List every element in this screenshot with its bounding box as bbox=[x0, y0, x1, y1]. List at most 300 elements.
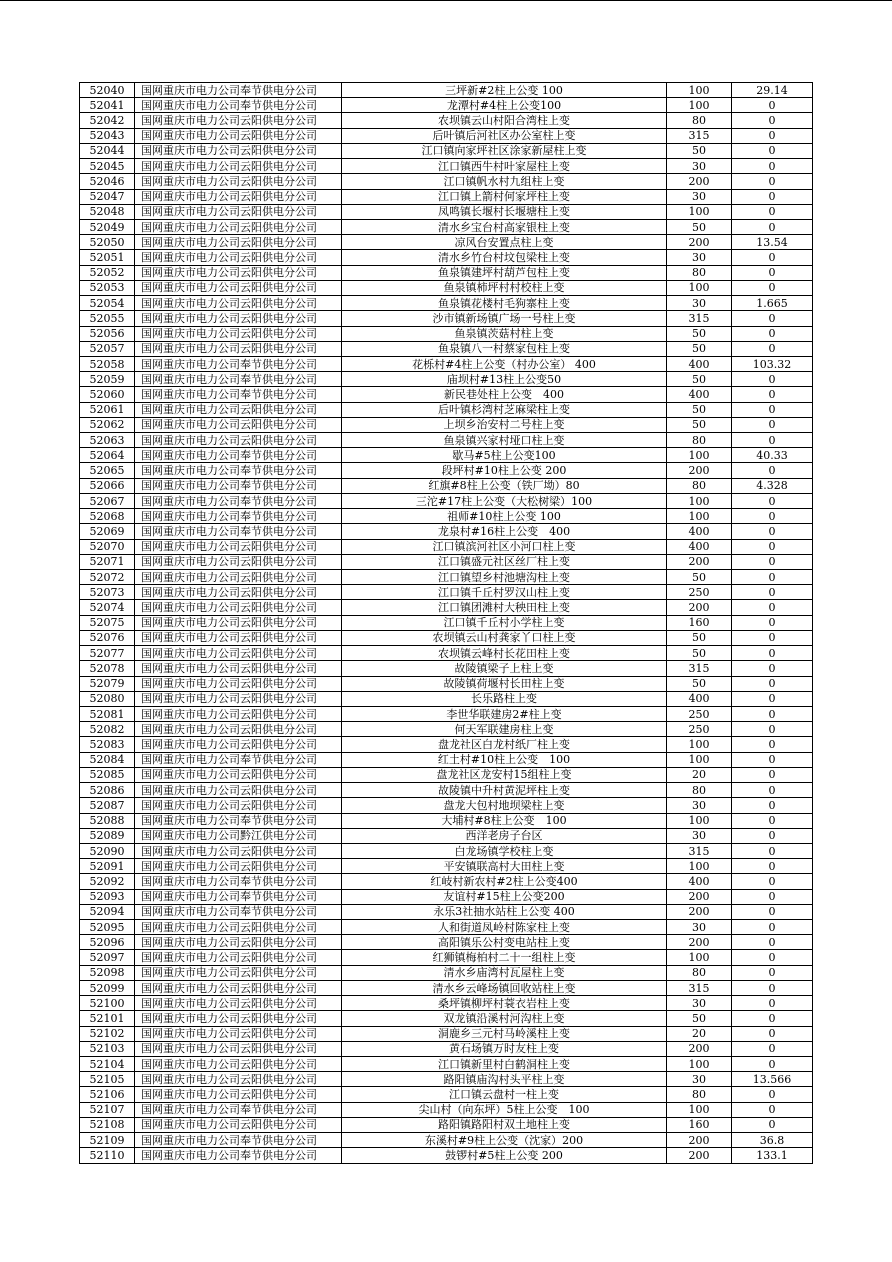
transformer-name-cell: 后叶镇后河社区办公室柱上变 bbox=[342, 128, 667, 143]
value-cell: 0 bbox=[732, 1102, 813, 1117]
company-name-cell: 国网重庆市电力公司云阳供电分公司 bbox=[135, 798, 342, 813]
capacity-cell: 100 bbox=[667, 98, 732, 113]
company-name-cell: 国网重庆市电力公司云阳供电分公司 bbox=[135, 1057, 342, 1072]
capacity-cell: 30 bbox=[667, 250, 732, 265]
transformer-name-cell: 江口镇云盘村一柱上变 bbox=[342, 1087, 667, 1102]
capacity-cell: 200 bbox=[667, 174, 732, 189]
table-row bbox=[80, 843, 813, 858]
capacity-cell: 200 bbox=[667, 554, 732, 569]
capacity-cell: 50 bbox=[667, 570, 732, 585]
company-name-cell: 国网重庆市电力公司奉节供电分公司 bbox=[135, 356, 342, 371]
capacity-cell: 100 bbox=[667, 509, 732, 524]
row-id-cell: 52064 bbox=[80, 448, 135, 463]
transformer-name-cell: 龙潭村#4柱上公变100 bbox=[342, 98, 667, 113]
row-id-cell: 52051 bbox=[80, 250, 135, 265]
table-row bbox=[80, 159, 813, 174]
value-cell: 0 bbox=[732, 691, 813, 706]
company-name-cell: 国网重庆市电力公司云阳供电分公司 bbox=[135, 235, 342, 250]
capacity-cell: 200 bbox=[667, 463, 732, 478]
row-id-cell: 52060 bbox=[80, 387, 135, 402]
table-row bbox=[80, 493, 813, 508]
transformer-name-cell: 东溪村#9柱上公变（沈家）200 bbox=[342, 1133, 667, 1148]
company-name-cell: 国网重庆市电力公司云阳供电分公司 bbox=[135, 980, 342, 995]
row-id-cell: 52090 bbox=[80, 843, 135, 858]
transformer-name-cell: 李世华联建房2#柱上变 bbox=[342, 706, 667, 721]
company-name-cell: 国网重庆市电力公司奉节供电分公司 bbox=[135, 813, 342, 828]
value-cell: 0 bbox=[732, 250, 813, 265]
capacity-cell: 200 bbox=[667, 1041, 732, 1056]
row-id-cell: 52076 bbox=[80, 630, 135, 645]
row-id-cell: 52084 bbox=[80, 752, 135, 767]
transformer-name-cell: 凉风台安置点柱上变 bbox=[342, 235, 667, 250]
value-cell: 103.32 bbox=[732, 356, 813, 371]
table-row bbox=[80, 1026, 813, 1041]
table-row bbox=[80, 965, 813, 980]
capacity-cell: 400 bbox=[667, 356, 732, 371]
table-row bbox=[80, 920, 813, 935]
company-name-cell: 国网重庆市电力公司云阳供电分公司 bbox=[135, 661, 342, 676]
capacity-cell: 50 bbox=[667, 417, 732, 432]
table-row bbox=[80, 463, 813, 478]
value-cell: 0 bbox=[732, 1117, 813, 1132]
transformer-table bbox=[79, 82, 813, 1164]
transformer-name-cell: 高阳镇乐公村变电站柱上变 bbox=[342, 935, 667, 950]
capacity-cell: 100 bbox=[667, 280, 732, 295]
transformer-name-cell: 鱼泉镇建坪村葫芦包柱上变 bbox=[342, 265, 667, 280]
capacity-cell: 50 bbox=[667, 402, 732, 417]
transformer-name-cell: 花栎村#4柱上公变（村办公室） 400 bbox=[342, 356, 667, 371]
table-row bbox=[80, 585, 813, 600]
value-cell: 133.1 bbox=[732, 1148, 813, 1163]
table-row bbox=[80, 265, 813, 280]
value-cell: 0 bbox=[732, 859, 813, 874]
capacity-cell: 50 bbox=[667, 219, 732, 234]
company-name-cell: 国网重庆市电力公司云阳供电分公司 bbox=[135, 128, 342, 143]
capacity-cell: 20 bbox=[667, 767, 732, 782]
transformer-name-cell: 人和街道凤岭村陈家柱上变 bbox=[342, 920, 667, 935]
row-id-cell: 52042 bbox=[80, 113, 135, 128]
capacity-cell: 315 bbox=[667, 843, 732, 858]
table-row bbox=[80, 600, 813, 615]
company-name-cell: 国网重庆市电力公司云阳供电分公司 bbox=[135, 159, 342, 174]
table-row bbox=[80, 417, 813, 432]
company-name-cell: 国网重庆市电力公司云阳供电分公司 bbox=[135, 585, 342, 600]
row-id-cell: 52097 bbox=[80, 950, 135, 965]
row-id-cell: 52065 bbox=[80, 463, 135, 478]
row-id-cell: 52075 bbox=[80, 615, 135, 630]
value-cell: 0 bbox=[732, 798, 813, 813]
company-name-cell: 国网重庆市电力公司奉节供电分公司 bbox=[135, 448, 342, 463]
capacity-cell: 400 bbox=[667, 874, 732, 889]
capacity-cell: 30 bbox=[667, 296, 732, 311]
transformer-name-cell: 沙市镇新场镇广场一号柱上变 bbox=[342, 311, 667, 326]
capacity-cell: 400 bbox=[667, 524, 732, 539]
table-row bbox=[80, 402, 813, 417]
company-name-cell: 国网重庆市电力公司云阳供电分公司 bbox=[135, 433, 342, 448]
row-id-cell: 52068 bbox=[80, 509, 135, 524]
table-row bbox=[80, 1133, 813, 1148]
row-id-cell: 52098 bbox=[80, 965, 135, 980]
transformer-name-cell: 庙坝村#13柱上公变50 bbox=[342, 372, 667, 387]
row-id-cell: 52086 bbox=[80, 783, 135, 798]
capacity-cell: 160 bbox=[667, 615, 732, 630]
row-id-cell: 52049 bbox=[80, 219, 135, 234]
transformer-name-cell: 鱼泉镇八一村蔡家包柱上变 bbox=[342, 341, 667, 356]
capacity-cell: 50 bbox=[667, 646, 732, 661]
company-name-cell: 国网重庆市电力公司云阳供电分公司 bbox=[135, 326, 342, 341]
capacity-cell: 100 bbox=[667, 493, 732, 508]
row-id-cell: 52110 bbox=[80, 1148, 135, 1163]
table-row bbox=[80, 874, 813, 889]
capacity-cell: 400 bbox=[667, 691, 732, 706]
company-name-cell: 国网重庆市电力公司云阳供电分公司 bbox=[135, 1011, 342, 1026]
company-name-cell: 国网重庆市电力公司云阳供电分公司 bbox=[135, 250, 342, 265]
company-name-cell: 国网重庆市电力公司云阳供电分公司 bbox=[135, 859, 342, 874]
row-id-cell: 52055 bbox=[80, 311, 135, 326]
row-id-cell: 52091 bbox=[80, 859, 135, 874]
table-row bbox=[80, 767, 813, 782]
value-cell: 0 bbox=[732, 904, 813, 919]
transformer-name-cell: 路阳镇庙沟村头平柱上变 bbox=[342, 1072, 667, 1087]
page-top-rule bbox=[0, 0, 892, 1]
company-name-cell: 国网重庆市电力公司云阳供电分公司 bbox=[135, 1117, 342, 1132]
company-name-cell: 国网重庆市电力公司云阳供电分公司 bbox=[135, 706, 342, 721]
value-cell: 0 bbox=[732, 189, 813, 204]
company-name-cell: 国网重庆市电力公司奉节供电分公司 bbox=[135, 463, 342, 478]
transformer-name-cell: 清水乡云峰场镇回收站柱上变 bbox=[342, 980, 667, 995]
value-cell: 0 bbox=[732, 341, 813, 356]
row-id-cell: 52092 bbox=[80, 874, 135, 889]
transformer-name-cell: 白龙场镇学校柱上变 bbox=[342, 843, 667, 858]
row-id-cell: 52107 bbox=[80, 1102, 135, 1117]
company-name-cell: 国网重庆市电力公司奉节供电分公司 bbox=[135, 493, 342, 508]
value-cell: 0 bbox=[732, 98, 813, 113]
transformer-name-cell: 鱼泉镇柿坪村村校柱上变 bbox=[342, 280, 667, 295]
transformer-name-cell: 鼓锣村#5柱上公变 200 bbox=[342, 1148, 667, 1163]
capacity-cell: 250 bbox=[667, 722, 732, 737]
capacity-cell: 250 bbox=[667, 585, 732, 600]
value-cell: 0 bbox=[732, 204, 813, 219]
company-name-cell: 国网重庆市电力公司云阳供电分公司 bbox=[135, 1072, 342, 1087]
row-id-cell: 52078 bbox=[80, 661, 135, 676]
value-cell: 0 bbox=[732, 159, 813, 174]
transformer-name-cell: 新民巷处柱上公变 400 bbox=[342, 387, 667, 402]
row-id-cell: 52063 bbox=[80, 433, 135, 448]
table-row bbox=[80, 1148, 813, 1163]
capacity-cell: 100 bbox=[667, 813, 732, 828]
row-id-cell: 52054 bbox=[80, 296, 135, 311]
capacity-cell: 100 bbox=[667, 204, 732, 219]
capacity-cell: 250 bbox=[667, 706, 732, 721]
row-id-cell: 52056 bbox=[80, 326, 135, 341]
transformer-name-cell: 清水乡宝台村高家银柱上变 bbox=[342, 219, 667, 234]
table-row bbox=[80, 570, 813, 585]
row-id-cell: 52077 bbox=[80, 646, 135, 661]
table-row bbox=[80, 174, 813, 189]
company-name-cell: 国网重庆市电力公司云阳供电分公司 bbox=[135, 341, 342, 356]
company-name-cell: 国网重庆市电力公司奉节供电分公司 bbox=[135, 1148, 342, 1163]
row-id-cell: 52088 bbox=[80, 813, 135, 828]
value-cell: 0 bbox=[732, 737, 813, 752]
row-id-cell: 52043 bbox=[80, 128, 135, 143]
transformer-name-cell: 何天军联建房柱上变 bbox=[342, 722, 667, 737]
row-id-cell: 52100 bbox=[80, 996, 135, 1011]
table-row bbox=[80, 1102, 813, 1117]
table-row bbox=[80, 448, 813, 463]
table-row bbox=[80, 113, 813, 128]
company-name-cell: 国网重庆市电力公司云阳供电分公司 bbox=[135, 783, 342, 798]
company-name-cell: 国网重庆市电力公司云阳供电分公司 bbox=[135, 1041, 342, 1056]
value-cell: 0 bbox=[732, 433, 813, 448]
row-id-cell: 52108 bbox=[80, 1117, 135, 1132]
capacity-cell: 100 bbox=[667, 448, 732, 463]
row-id-cell: 52094 bbox=[80, 904, 135, 919]
company-name-cell: 国网重庆市电力公司云阳供电分公司 bbox=[135, 539, 342, 554]
transformer-name-cell: 农坝镇云山村阳合湾柱上变 bbox=[342, 113, 667, 128]
value-cell: 0 bbox=[732, 615, 813, 630]
table-row bbox=[80, 859, 813, 874]
value-cell: 0 bbox=[732, 722, 813, 737]
capacity-cell: 50 bbox=[667, 341, 732, 356]
capacity-cell: 200 bbox=[667, 935, 732, 950]
table-row bbox=[80, 646, 813, 661]
capacity-cell: 400 bbox=[667, 539, 732, 554]
transformer-name-cell: 后叶镇杉湾村芝麻梁柱上变 bbox=[342, 402, 667, 417]
transformer-name-cell: 故陵镇荷堰村长田柱上变 bbox=[342, 676, 667, 691]
transformer-name-cell: 故陵镇中升村黄泥坪柱上变 bbox=[342, 783, 667, 798]
value-cell: 13.566 bbox=[732, 1072, 813, 1087]
value-cell: 0 bbox=[732, 219, 813, 234]
table-row bbox=[80, 280, 813, 295]
company-name-cell: 国网重庆市电力公司云阳供电分公司 bbox=[135, 737, 342, 752]
transformer-name-cell: 长乐路柱上变 bbox=[342, 691, 667, 706]
table-row bbox=[80, 1072, 813, 1087]
row-id-cell: 52041 bbox=[80, 98, 135, 113]
value-cell: 36.8 bbox=[732, 1133, 813, 1148]
value-cell: 0 bbox=[732, 950, 813, 965]
table-row bbox=[80, 539, 813, 554]
transformer-name-cell: 双龙镇沿溪村河沟柱上变 bbox=[342, 1011, 667, 1026]
table-row bbox=[80, 204, 813, 219]
capacity-cell: 80 bbox=[667, 1087, 732, 1102]
row-id-cell: 52061 bbox=[80, 402, 135, 417]
company-name-cell: 国网重庆市电力公司奉节供电分公司 bbox=[135, 904, 342, 919]
table-row bbox=[80, 524, 813, 539]
row-id-cell: 52103 bbox=[80, 1041, 135, 1056]
row-id-cell: 52048 bbox=[80, 204, 135, 219]
value-cell: 13.54 bbox=[732, 235, 813, 250]
value-cell: 0 bbox=[732, 326, 813, 341]
row-id-cell: 52044 bbox=[80, 143, 135, 158]
table-row bbox=[80, 737, 813, 752]
capacity-cell: 315 bbox=[667, 661, 732, 676]
table-row bbox=[80, 661, 813, 676]
transformer-name-cell: 凤鸣镇长堰村长堰塘柱上变 bbox=[342, 204, 667, 219]
row-id-cell: 52066 bbox=[80, 478, 135, 493]
value-cell: 0 bbox=[732, 265, 813, 280]
table-row bbox=[80, 950, 813, 965]
value-cell: 0 bbox=[732, 767, 813, 782]
transformer-name-cell: 歇马#5柱上公变100 bbox=[342, 448, 667, 463]
table-row bbox=[80, 722, 813, 737]
capacity-cell: 100 bbox=[667, 1057, 732, 1072]
capacity-cell: 100 bbox=[667, 752, 732, 767]
capacity-cell: 30 bbox=[667, 920, 732, 935]
value-cell: 0 bbox=[732, 1087, 813, 1102]
table-row bbox=[80, 189, 813, 204]
transformer-name-cell: 江口镇千丘村罗汉山柱上变 bbox=[342, 585, 667, 600]
company-name-cell: 国网重庆市电力公司奉节供电分公司 bbox=[135, 509, 342, 524]
row-id-cell: 52047 bbox=[80, 189, 135, 204]
table-row bbox=[80, 83, 813, 98]
table-row bbox=[80, 296, 813, 311]
company-name-cell: 国网重庆市电力公司奉节供电分公司 bbox=[135, 524, 342, 539]
value-cell: 0 bbox=[732, 372, 813, 387]
transformer-name-cell: 红岐村新农村#2柱上公变400 bbox=[342, 874, 667, 889]
transformer-name-cell: 江口镇望乡村池塘沟柱上变 bbox=[342, 570, 667, 585]
transformer-name-cell: 祖师#10柱上公变 100 bbox=[342, 509, 667, 524]
value-cell: 0 bbox=[732, 143, 813, 158]
company-name-cell: 国网重庆市电力公司云阳供电分公司 bbox=[135, 143, 342, 158]
row-id-cell: 52080 bbox=[80, 691, 135, 706]
company-name-cell: 国网重庆市电力公司云阳供电分公司 bbox=[135, 646, 342, 661]
value-cell: 0 bbox=[732, 996, 813, 1011]
capacity-cell: 100 bbox=[667, 83, 732, 98]
value-cell: 0 bbox=[732, 402, 813, 417]
row-id-cell: 52069 bbox=[80, 524, 135, 539]
row-id-cell: 52072 bbox=[80, 570, 135, 585]
capacity-cell: 30 bbox=[667, 189, 732, 204]
transformer-name-cell: 段坪村#10柱上公变 200 bbox=[342, 463, 667, 478]
row-id-cell: 52082 bbox=[80, 722, 135, 737]
capacity-cell: 80 bbox=[667, 478, 732, 493]
value-cell: 0 bbox=[732, 1041, 813, 1056]
row-id-cell: 52087 bbox=[80, 798, 135, 813]
transformer-name-cell: 红狮镇梅柏村二十一组柱上变 bbox=[342, 950, 667, 965]
transformer-name-cell: 江口镇团滩村大秧田柱上变 bbox=[342, 600, 667, 615]
value-cell: 0 bbox=[732, 1057, 813, 1072]
transformer-name-cell: 农坝镇云山村龚家丫口柱上变 bbox=[342, 630, 667, 645]
row-id-cell: 52057 bbox=[80, 341, 135, 356]
capacity-cell: 50 bbox=[667, 372, 732, 387]
table-row bbox=[80, 1087, 813, 1102]
company-name-cell: 国网重庆市电力公司云阳供电分公司 bbox=[135, 204, 342, 219]
row-id-cell: 52083 bbox=[80, 737, 135, 752]
table-row bbox=[80, 478, 813, 493]
row-id-cell: 52106 bbox=[80, 1087, 135, 1102]
table-row bbox=[80, 676, 813, 691]
row-id-cell: 52096 bbox=[80, 935, 135, 950]
company-name-cell: 国网重庆市电力公司云阳供电分公司 bbox=[135, 843, 342, 858]
value-cell: 0 bbox=[732, 935, 813, 950]
company-name-cell: 国网重庆市电力公司云阳供电分公司 bbox=[135, 965, 342, 980]
transformer-name-cell: 农坝镇云峰村长花田柱上变 bbox=[342, 646, 667, 661]
table-row bbox=[80, 752, 813, 767]
transformer-name-cell: 上坝乡治安村二号柱上变 bbox=[342, 417, 667, 432]
value-cell: 0 bbox=[732, 661, 813, 676]
value-cell: 0 bbox=[732, 417, 813, 432]
row-id-cell: 52052 bbox=[80, 265, 135, 280]
company-name-cell: 国网重庆市电力公司云阳供电分公司 bbox=[135, 722, 342, 737]
capacity-cell: 200 bbox=[667, 889, 732, 904]
table-row bbox=[80, 554, 813, 569]
capacity-cell: 50 bbox=[667, 326, 732, 341]
value-cell: 0 bbox=[732, 539, 813, 554]
transformer-name-cell: 盘龙社区白龙村纸厂柱上变 bbox=[342, 737, 667, 752]
company-name-cell: 国网重庆市电力公司云阳供电分公司 bbox=[135, 265, 342, 280]
table-row bbox=[80, 889, 813, 904]
company-name-cell: 国网重庆市电力公司奉节供电分公司 bbox=[135, 98, 342, 113]
table-row bbox=[80, 691, 813, 706]
transformer-name-cell: 平安镇联高村大田柱上变 bbox=[342, 859, 667, 874]
company-name-cell: 国网重庆市电力公司黔江供电分公司 bbox=[135, 828, 342, 843]
value-cell: 0 bbox=[732, 965, 813, 980]
company-name-cell: 国网重庆市电力公司云阳供电分公司 bbox=[135, 676, 342, 691]
capacity-cell: 80 bbox=[667, 265, 732, 280]
value-cell: 0 bbox=[732, 570, 813, 585]
capacity-cell: 20 bbox=[667, 1026, 732, 1041]
transformer-name-cell: 鱼泉镇茨菇村柱上变 bbox=[342, 326, 667, 341]
table-row bbox=[80, 433, 813, 448]
value-cell: 0 bbox=[732, 828, 813, 843]
transformer-name-cell: 江口镇千丘村小学柱上变 bbox=[342, 615, 667, 630]
table-row bbox=[80, 356, 813, 371]
capacity-cell: 50 bbox=[667, 630, 732, 645]
row-id-cell: 52105 bbox=[80, 1072, 135, 1087]
table-row bbox=[80, 387, 813, 402]
table-row bbox=[80, 143, 813, 158]
table-row bbox=[80, 372, 813, 387]
capacity-cell: 30 bbox=[667, 1072, 732, 1087]
row-id-cell: 52071 bbox=[80, 554, 135, 569]
transformer-name-cell: 盘龙大包村地坝梁柱上变 bbox=[342, 798, 667, 813]
capacity-cell: 80 bbox=[667, 965, 732, 980]
company-name-cell: 国网重庆市电力公司云阳供电分公司 bbox=[135, 615, 342, 630]
row-id-cell: 52059 bbox=[80, 372, 135, 387]
table-body bbox=[80, 83, 813, 1164]
company-name-cell: 国网重庆市电力公司云阳供电分公司 bbox=[135, 402, 342, 417]
transformer-name-cell: 三沱#17柱上公变（大松树梁）100 bbox=[342, 493, 667, 508]
transformer-name-cell: 桑坪镇柳坪村蓑衣岩柱上变 bbox=[342, 996, 667, 1011]
capacity-cell: 160 bbox=[667, 1117, 732, 1132]
value-cell: 1.665 bbox=[732, 296, 813, 311]
row-id-cell: 52081 bbox=[80, 706, 135, 721]
company-name-cell: 国网重庆市电力公司云阳供电分公司 bbox=[135, 767, 342, 782]
company-name-cell: 国网重庆市电力公司云阳供电分公司 bbox=[135, 920, 342, 935]
table-row bbox=[80, 128, 813, 143]
value-cell: 4.328 bbox=[732, 478, 813, 493]
value-cell: 0 bbox=[732, 920, 813, 935]
row-id-cell: 52079 bbox=[80, 676, 135, 691]
row-id-cell: 52109 bbox=[80, 1133, 135, 1148]
value-cell: 40.33 bbox=[732, 448, 813, 463]
company-name-cell: 国网重庆市电力公司云阳供电分公司 bbox=[135, 311, 342, 326]
company-name-cell: 国网重庆市电力公司云阳供电分公司 bbox=[135, 280, 342, 295]
capacity-cell: 30 bbox=[667, 798, 732, 813]
transformer-name-cell: 路阳镇路阳村双土地柱上变 bbox=[342, 1117, 667, 1132]
transformer-name-cell: 黄石场镇万时友柱上变 bbox=[342, 1041, 667, 1056]
transformer-name-cell: 尖山村（向东坪）5柱上公变 100 bbox=[342, 1102, 667, 1117]
transformer-name-cell: 江口镇盛元社区丝厂柱上变 bbox=[342, 554, 667, 569]
value-cell: 0 bbox=[732, 752, 813, 767]
company-name-cell: 国网重庆市电力公司奉节供电分公司 bbox=[135, 1102, 342, 1117]
capacity-cell: 80 bbox=[667, 783, 732, 798]
transformer-name-cell: 江口镇上箭村何家坪柱上变 bbox=[342, 189, 667, 204]
transformer-name-cell: 盘龙社区龙安村15组柱上变 bbox=[342, 767, 667, 782]
row-id-cell: 52070 bbox=[80, 539, 135, 554]
transformer-name-cell: 友谊村#15柱上公变200 bbox=[342, 889, 667, 904]
capacity-cell: 200 bbox=[667, 235, 732, 250]
